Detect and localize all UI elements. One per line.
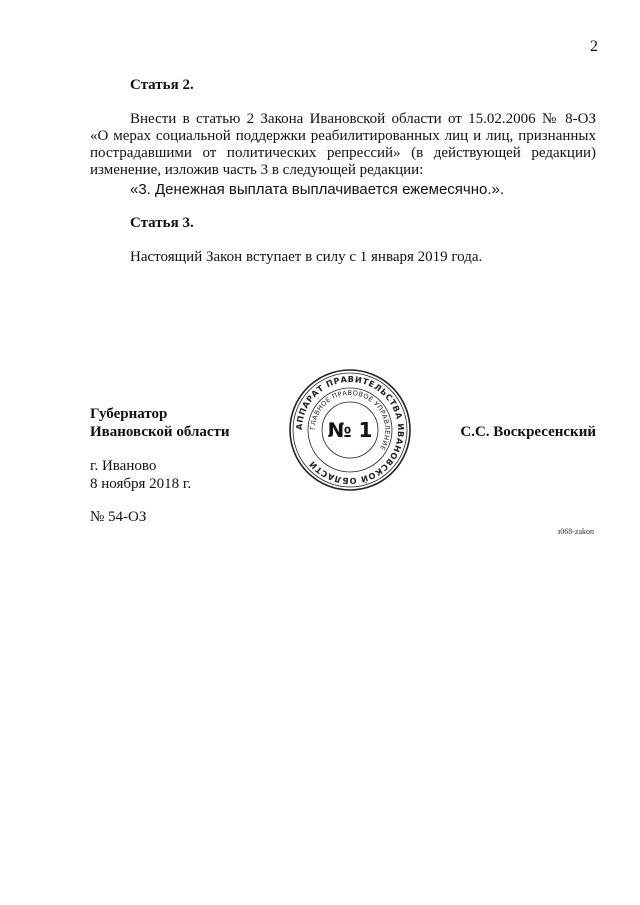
signature-name: С.С. Воскресенский bbox=[460, 424, 596, 440]
article-2-line-1: Внести в статью 2 Закона Ивановской области от 15.02.2006 № 8-ОЗ bbox=[130, 111, 596, 127]
signature-title-line-2: Ивановской области bbox=[90, 424, 230, 440]
signature-title-line-1: Губернатор bbox=[90, 406, 168, 422]
article-3-text: Настоящий Закон вступает в силу с 1 января 2019 года. bbox=[130, 249, 483, 265]
seal-number: № 1 bbox=[327, 418, 373, 442]
article-3-heading: Статья 3. bbox=[130, 215, 194, 231]
page-number: 2 bbox=[590, 38, 598, 55]
date-of-signing: 8 ноября 2018 г. bbox=[90, 476, 192, 492]
file-code: з068-zakon bbox=[557, 527, 594, 536]
seal-inner-text: ГЛАВНОЕ ПРАВОВОЕ УПРАВЛЕНИЕ bbox=[308, 388, 392, 452]
official-seal-stamp bbox=[288, 368, 412, 492]
article-2-heading: Статья 2. bbox=[130, 77, 194, 93]
article-2-line-2: «О мерах социальной поддержки реабилитированных лиц и лиц, признанных bbox=[90, 128, 596, 144]
law-number: № 54-ОЗ bbox=[90, 509, 147, 525]
article-2-line-4: изменение, изложив часть 3 в следующей редакции: bbox=[90, 162, 424, 178]
seal-ring-text: АППАРАТ ПРАВИТЕЛЬСТВА ИВАНОВСКОЙ ОБЛАСТИ bbox=[293, 373, 407, 487]
article-2-amendment: «3. Денежная выплата выплачивается ежемесячно.». bbox=[130, 181, 505, 198]
place-of-signing: г. Иваново bbox=[90, 458, 157, 474]
article-2-line-3: пострадавшими от политических репрессий» (в действующей редакции) bbox=[90, 145, 596, 161]
